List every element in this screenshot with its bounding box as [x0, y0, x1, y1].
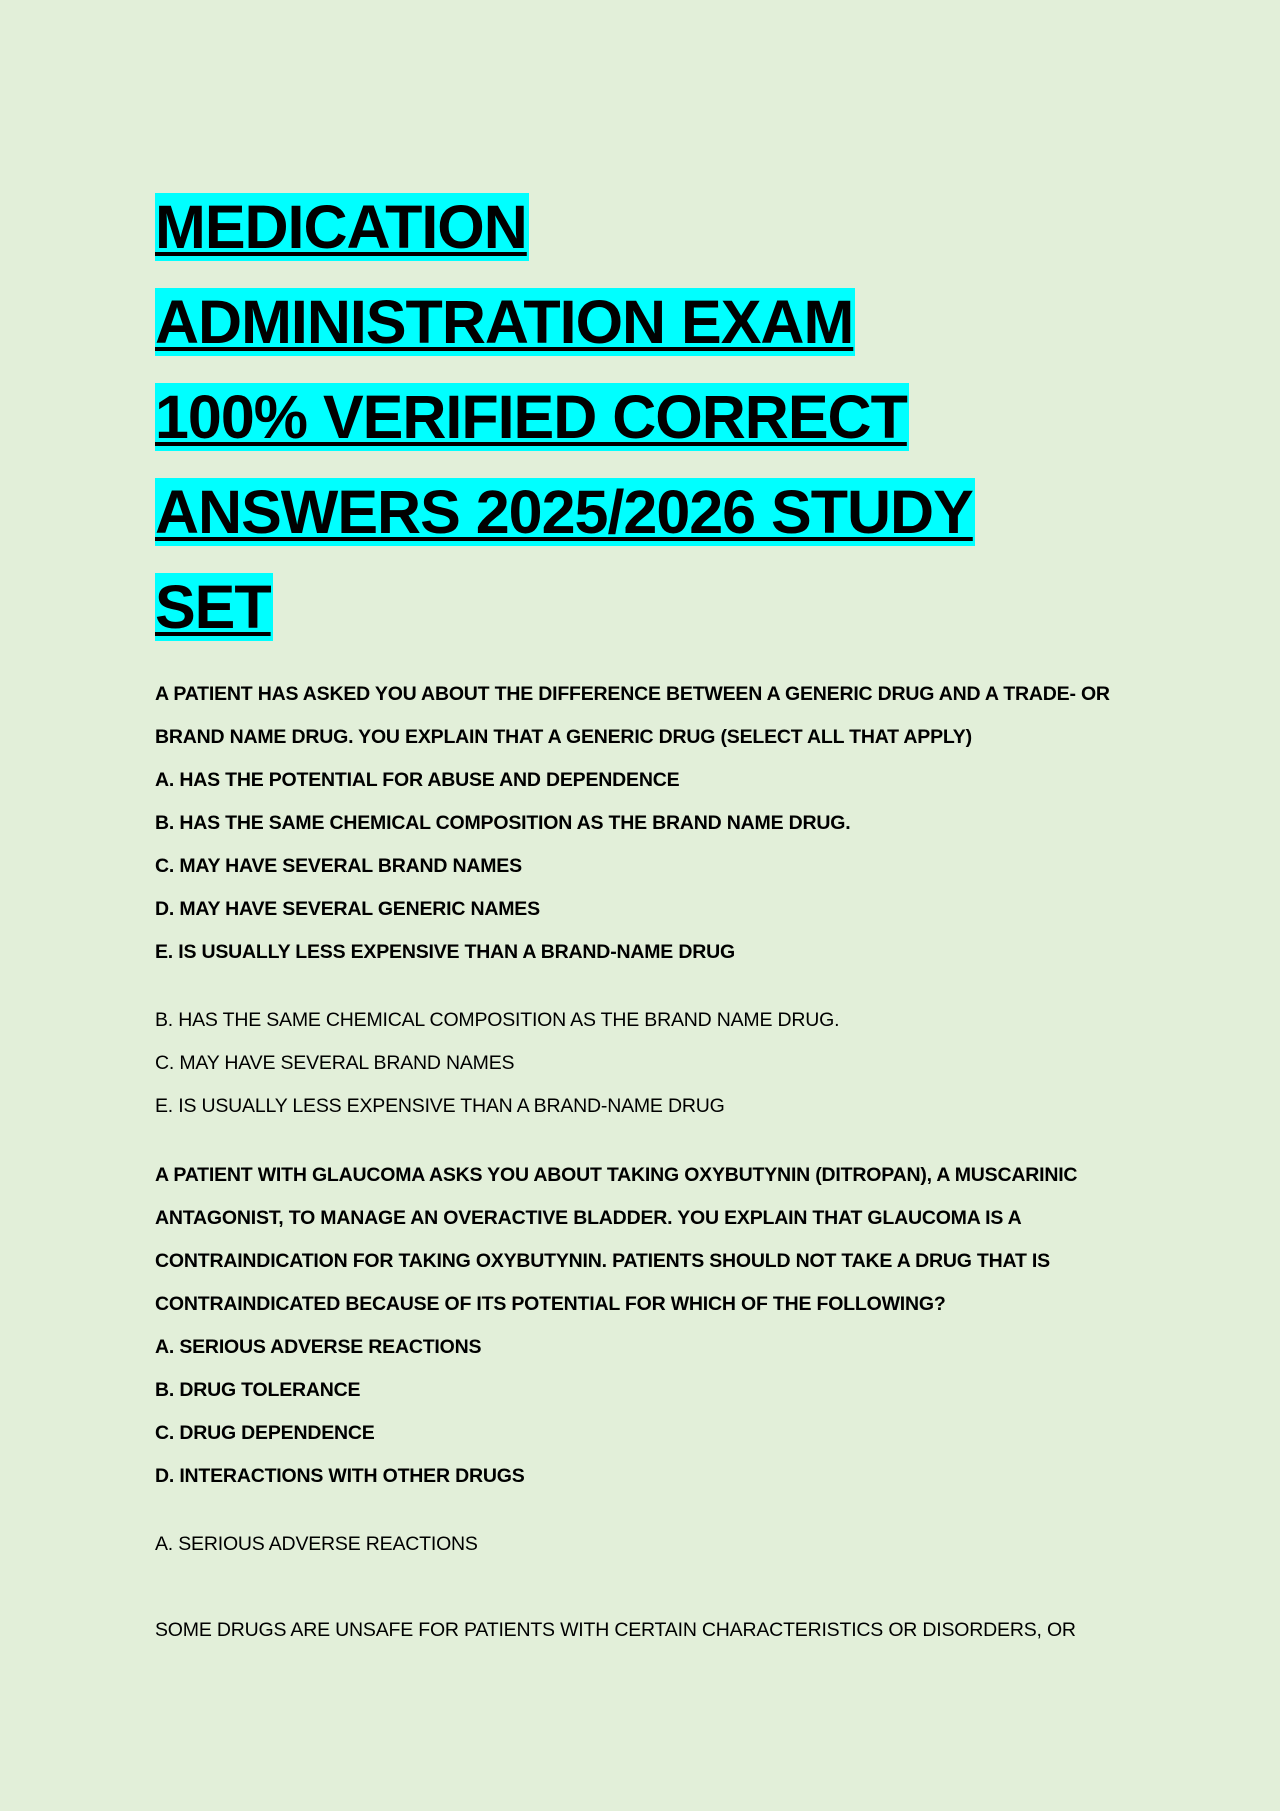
- option-c: C. MAY HAVE SEVERAL BRAND NAMES: [155, 855, 522, 877]
- answer-line: E. IS USUALLY LESS EXPENSIVE THAN A BRAND-NAME DRUG: [155, 1095, 725, 1117]
- answer-block-1: [155, 999, 1145, 1128]
- option-b: B. HAS THE SAME CHEMICAL COMPOSITION AS THE BRAND NAME DRUG.: [155, 812, 851, 834]
- answer-line: A. SERIOUS ADVERSE REACTIONS: [155, 1533, 478, 1555]
- title-line: ANSWERS 2025/2026 STUDY: [155, 478, 973, 546]
- option-c: C. DRUG DEPENDENCE: [155, 1422, 375, 1444]
- question-text-line: ANTAGONIST, TO MANAGE AN OVERACTIVE BLADDER. YOU EXPLAIN THAT GLAUCOMA IS A: [155, 1207, 1022, 1229]
- question-text-line: BRAND NAME DRUG. YOU EXPLAIN THAT A GENERIC DRUG (SELECT ALL THAT APPLY): [155, 726, 972, 748]
- option-a: A. HAS THE POTENTIAL FOR ABUSE AND DEPENDENCE: [155, 769, 680, 791]
- trailing-paragraph: [155, 1609, 1145, 1652]
- question-text-line: A PATIENT WITH GLAUCOMA ASKS YOU ABOUT TAKING OXYBUTYNIN (DITROPAN), A MUSCARINIC: [155, 1164, 1078, 1186]
- document-title: [155, 180, 1105, 655]
- document-page: [155, 180, 1145, 1652]
- question-text-line: CONTRAINDICATION FOR TAKING OXYBUTYNIN. PATIENTS SHOULD NOT TAKE A DRUG THAT IS: [155, 1250, 1050, 1272]
- title-line: SET: [155, 573, 271, 641]
- title-line: ADMINISTRATION EXAM: [155, 288, 854, 356]
- trailing-text-line: SOME DRUGS ARE UNSAFE FOR PATIENTS WITH CERTAIN CHARACTERISTICS OR DISORDERS, OR: [155, 1619, 1076, 1641]
- question-block-1: [155, 673, 1145, 1128]
- option-d: D. INTERACTIONS WITH OTHER DRUGS: [155, 1465, 525, 1487]
- question-text-line: CONTRAINDICATED BECAUSE OF ITS POTENTIAL FOR WHICH OF THE FOLLOWING?: [155, 1293, 946, 1315]
- option-e: E. IS USUALLY LESS EXPENSIVE THAN A BRAND-NAME DRUG: [155, 941, 735, 963]
- title-line: 100% VERIFIED CORRECT: [155, 383, 907, 451]
- question-block-2: [155, 1154, 1145, 1566]
- option-b: B. DRUG TOLERANCE: [155, 1379, 361, 1401]
- question-text-line: A PATIENT HAS ASKED YOU ABOUT THE DIFFERENCE BETWEEN A GENERIC DRUG AND A TRADE- OR: [155, 683, 1110, 705]
- answer-block-2: [155, 1523, 1145, 1566]
- title-line: MEDICATION: [155, 193, 527, 261]
- answer-line: B. HAS THE SAME CHEMICAL COMPOSITION AS THE BRAND NAME DRUG.: [155, 1009, 840, 1031]
- option-a: A. SERIOUS ADVERSE REACTIONS: [155, 1336, 482, 1358]
- option-d: D. MAY HAVE SEVERAL GENERIC NAMES: [155, 898, 540, 920]
- answer-line: C. MAY HAVE SEVERAL BRAND NAMES: [155, 1052, 515, 1074]
